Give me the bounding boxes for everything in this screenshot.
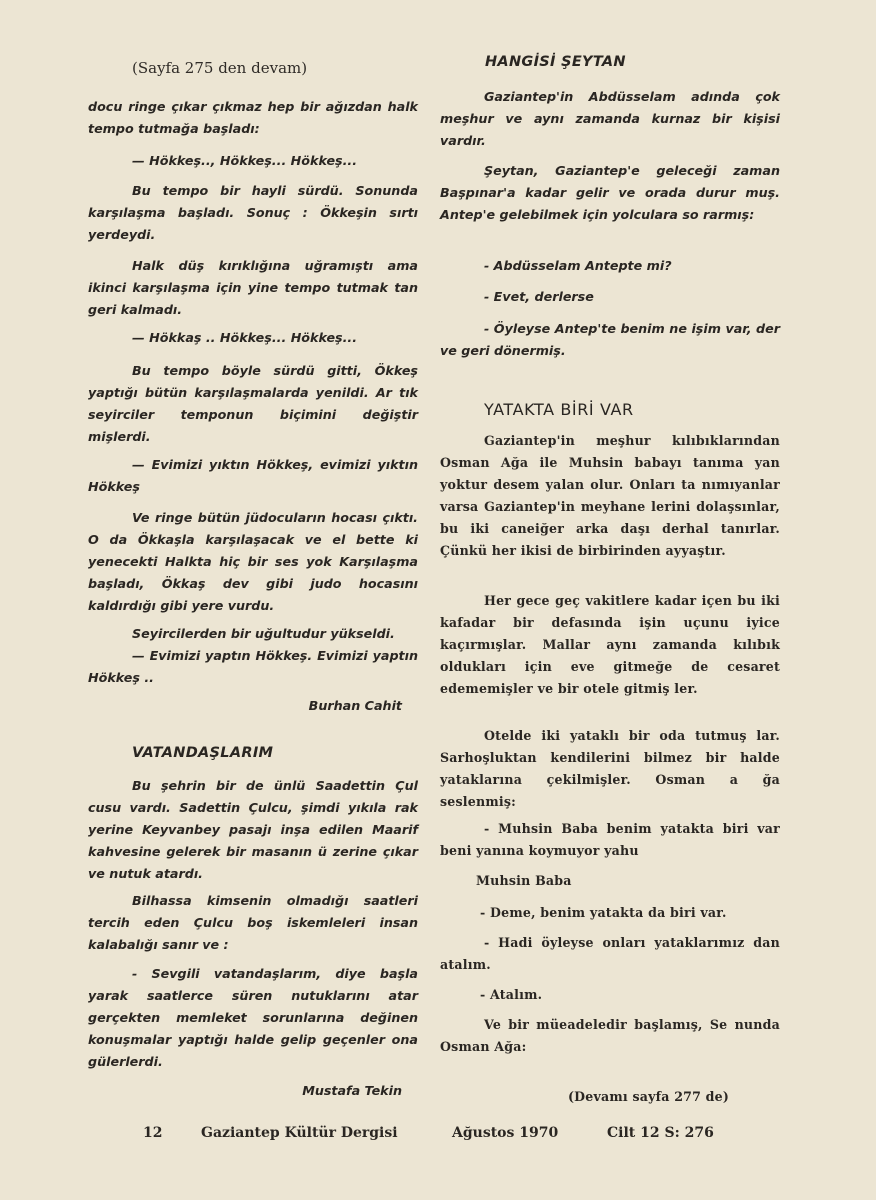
paragraph: - Deme, benim yatakta da biri var. <box>480 905 727 920</box>
paragraph: - Abdüsselam Antepte mi? <box>484 258 672 273</box>
paragraph: - Öyleyse Antep'te benim ne işim var, der ve geri dönermiş. <box>440 321 780 358</box>
author-signature: Burhan Cahit <box>308 698 402 713</box>
paragraph: Seyircilerden bir uğultudur yükseldi. <box>132 626 395 641</box>
footer-date: Ağustos 1970 <box>452 1125 559 1141</box>
continued-from: (Sayfa 275 den devam) <box>132 59 308 77</box>
paragraph: Şeytan, Gaziantep'e geleceği zaman Başpınar'a kadar gelir ve orada durur muş. Antep'e gelebilmek için yolculara so rarmış: <box>440 163 780 222</box>
paragraph: Bu tempo böyle sürdü gitti, Ökkeş yaptığı bütün karşılaşmalarda yenildi. Ar tık seyirciler temponun biçimini değiştir mişlerdi. <box>88 363 418 444</box>
paragraph: — Hökkaş .. Hökkeş... Hökkeş... <box>132 330 358 345</box>
author-signature: Mustafa Tekin <box>302 1083 402 1098</box>
paragraph: - Atalım. <box>480 987 543 1002</box>
paragraph: Otelde iki yataklı bir oda tutmuş lar. Sarhoşluktan kendilerini bilmez bir halde yataklarına çekilmişler. Osman a ğa seslenmiş: <box>440 728 780 809</box>
paragraph: Gaziantep'in Abdüsselam adında çok meşhur ve aynı zamanda kurnaz bir kişisi vardır. <box>440 89 780 148</box>
paragraph: Gaziantep'in meşhur kılıbıklarından Osman Ağa ile Muhsin babayı tanıma yan yoktur desem yalan olur. Onları ta nımıyanlar varsa Gaziantep'in meyhane lerini dolaşsınlar, bu iki caneiğer arka daşı derhal tanırlar. Çünkü her ikisi de birbirinden ayyaştır. <box>440 433 780 558</box>
paragraph: - Muhsin Baba benim yatakta biri var beni yanına koymuyor yahu <box>440 821 780 858</box>
paragraph: — Hökkeş.., Hökkeş... Hökkeş... <box>132 153 358 168</box>
paragraph: - Hadi öyleyse onları yataklarımız dan atalım. <box>440 935 780 972</box>
footer-volume: Cilt 12 S: 276 <box>607 1125 714 1141</box>
paragraph: Her gece geç vakitlere kadar içen bu iki kafadar bir defasında işin uçunu iyice kaçırmışlar. Mallar aynı zamanda kılıbık oldukları için eve gitmeğe de cesaret edememişler ve bir otele gitmiş ler. <box>440 593 780 696</box>
paragraph: Ve bir müeadeledir başlamış, Se nunda Osman Ağa: <box>440 1017 780 1054</box>
paragraph: docu ringe çıkar çıkmaz hep bir ağızdan halk tempo tutmağa başladı: <box>88 99 418 136</box>
section-title: YATAKTA BİRİ VAR <box>484 400 634 419</box>
footer-magazine-name: Gaziantep Kültür Dergisi <box>201 1125 398 1141</box>
paragraph: Bu tempo bir hayli sürdü. Sonunda karşılaşma başladı. Sonuç : Ökkeşin sırtı yerdeydi. <box>88 183 418 242</box>
paragraph: - Sevgili vatandaşlarım, diye başla yarak saatlerce süren nutuklarını atar gerçekten memleket sorunlarına değinen konuşmalar yaptığı halde gelip geçenler ona gülerlerdi. <box>88 966 418 1069</box>
paragraph: - Evet, derlerse <box>484 289 594 304</box>
paragraph: Ve ringe bütün jüdocuların hocası çıktı. O da Ökkaşla karşılaşacak ve el bette ki yenecekti Halkta hiç bir ses yok Karşılaşma başladı, Ökkaş dev gibi judo hocasını kaldırdığı gibi yere vurdu. <box>88 510 418 613</box>
paragraph: Bilhassa kimsenin olmadığı saatleri tercih eden Çulcu boş iskemleleri insan kalabalığı sanır ve : <box>88 893 418 952</box>
section-title: VATANDAŞLARIM <box>132 745 274 761</box>
footer-page-number: 12 <box>143 1125 163 1141</box>
paragraph: — Evimizi yıktın Hökkeş, evimizi yıktın Hökkeş <box>88 457 418 494</box>
paragraph: Halk düş kırıklığına uğramıştı ama ikinci karşılaşma için yine tempo tutmak tan geri kalmadı. <box>88 258 418 317</box>
section-title: HANGİSİ ŞEYTAN <box>485 54 626 70</box>
continued-note: (Devamı sayfa 277 de) <box>568 1089 730 1104</box>
paragraph: Muhsin Baba <box>476 873 572 888</box>
paragraph: Bu şehrin bir de ünlü Saadettin Çul cusu vardı. Sadettin Çulcu, şimdi yıkıla rak yerine Keyvanbey pasajı inşa edilen Maarif kahvesine gelerek bir masanın ü zerine çıkar ve nutuk atardı. <box>88 778 418 881</box>
paragraph: — Evimizi yaptın Hökkeş. Evimizi yaptın Hökkeş .. <box>88 648 418 685</box>
